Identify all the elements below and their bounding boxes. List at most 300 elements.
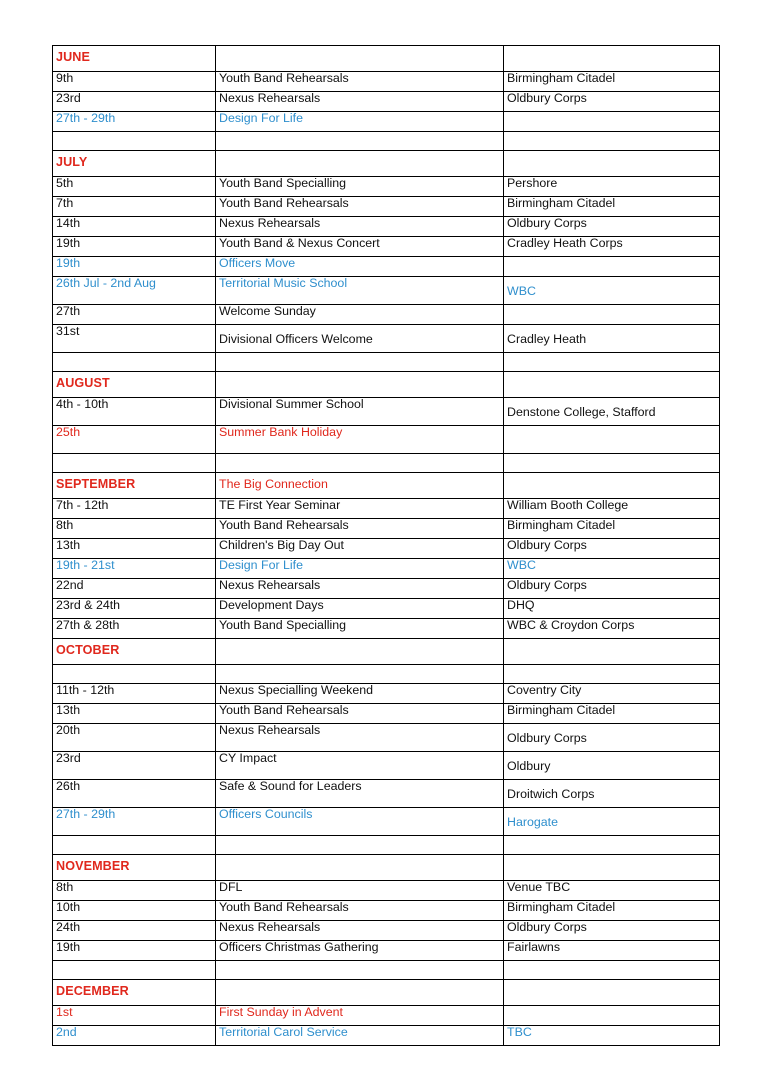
event-cell [216,519,504,539]
event-cell-text: Nexus Rehearsals [219,91,321,105]
date-cell [53,579,216,599]
date-cell-text: 5th [56,176,74,190]
month-header-row [53,639,720,665]
venue-cell [504,151,720,177]
schedule-row [53,684,720,704]
event-cell [216,684,504,704]
date-cell [53,197,216,217]
date-cell [53,684,216,704]
date-cell-text: 24th [56,920,81,934]
venue-cell-text: TBC [507,1025,532,1039]
venue-cell-text: Cradley Heath [507,332,587,346]
date-cell [53,808,216,836]
date-cell [53,325,216,353]
date-cell-text: DECEMBER [56,984,129,998]
venue-cell-text: Harogate [507,815,558,829]
event-cell-text: Nexus Rehearsals [219,216,321,230]
schedule-row [53,1026,720,1046]
venue-cell-text [507,836,716,848]
date-cell-text [56,665,212,677]
venue-cell-text [507,132,716,144]
event-cell-text: Divisional Summer School [219,397,364,411]
date-cell [53,961,216,980]
venue-cell-text [507,112,716,124]
event-cell [216,619,504,639]
schedule-table-body [53,46,720,1046]
date-cell-text [56,353,212,365]
venue-cell-text: Oldbury Corps [507,578,587,592]
date-cell [53,46,216,72]
date-cell-text: AUGUST [56,376,110,390]
event-cell-text: Youth Band Specialling [219,176,346,190]
venue-cell [504,619,720,639]
schedule-row [53,177,720,197]
venue-cell [504,539,720,559]
event-cell-text [219,665,500,677]
schedule-row [53,325,720,353]
venue-cell-text: Oldbury Corps [507,731,587,745]
event-cell [216,639,504,665]
event-cell-text: The Big Connection [219,477,328,491]
venue-cell [504,752,720,780]
event-cell-text: Officers Councils [219,807,313,821]
event-cell [216,132,504,151]
event-cell-text [219,454,500,466]
venue-cell [504,132,720,151]
date-cell [53,619,216,639]
venue-cell-text [507,353,716,365]
date-cell [53,539,216,559]
venue-cell [504,257,720,277]
event-cell [216,724,504,752]
schedule-row [53,808,720,836]
schedule-row [53,277,720,305]
date-cell-text: 27th - 29th [56,807,116,821]
date-cell [53,752,216,780]
event-cell [216,1006,504,1026]
schedule-row [53,112,720,132]
venue-cell-text: DHQ [507,598,535,612]
venue-cell-text [507,665,716,677]
date-cell [53,704,216,724]
venue-cell [504,177,720,197]
venue-cell-text: Birmingham Citadel [507,900,616,914]
date-cell [53,217,216,237]
event-cell-text: Safe & Sound for Leaders [219,779,362,793]
schedule-row [53,217,720,237]
event-cell [216,325,504,353]
month-header-row [53,473,720,499]
date-cell [53,277,216,305]
event-cell-text: Design For Life [219,558,304,572]
venue-cell [504,237,720,257]
date-cell-text: 8th [56,518,74,532]
venue-cell [504,398,720,426]
date-cell [53,353,216,372]
venue-cell-text: Birmingham Citadel [507,71,616,85]
event-cell [216,980,504,1006]
event-cell-text [219,855,500,872]
venue-cell [504,639,720,665]
event-cell-text: Youth Band Rehearsals [219,518,349,532]
date-cell-text: 31st [56,324,80,338]
date-cell-text: NOVEMBER [56,859,130,873]
event-cell-text: Divisional Officers Welcome [219,332,373,346]
venue-cell [504,980,720,1006]
venue-cell-text: Droitwich Corps [507,787,595,801]
month-header-row [53,46,720,72]
date-cell-text: 7th [56,196,74,210]
date-cell [53,305,216,325]
event-cell [216,112,504,132]
venue-cell [504,836,720,855]
venue-cell [504,112,720,132]
venue-cell [504,704,720,724]
date-cell-text: 1st [56,1005,73,1019]
date-cell [53,639,216,665]
venue-cell-text: Pershore [507,176,558,190]
date-cell-text: 4th - 10th [56,397,109,411]
venue-cell [504,519,720,539]
date-cell [53,855,216,881]
venue-cell-text [507,372,716,389]
event-cell-text [219,836,500,848]
date-cell [53,881,216,901]
date-cell [53,836,216,855]
date-cell-text: 7th - 12th [56,498,109,512]
event-cell-text: First Sunday in Advent [219,1005,343,1019]
event-cell-text: DFL [219,880,243,894]
venue-cell [504,921,720,941]
venue-cell [504,559,720,579]
venue-cell [504,855,720,881]
venue-cell-text [507,426,716,446]
schedule-row [53,752,720,780]
venue-cell [504,217,720,237]
schedule-row [53,197,720,217]
event-cell-text [219,961,500,973]
event-cell [216,197,504,217]
date-cell [53,599,216,619]
event-cell [216,473,504,499]
date-cell-text: JUNE [56,50,90,64]
venue-cell-text: Oldbury Corps [507,920,587,934]
schedule-row [53,780,720,808]
schedule-row [53,305,720,325]
schedule-row [53,257,720,277]
schedule-row [53,901,720,921]
month-header-row [53,980,720,1006]
event-cell-text: TE First Year Seminar [219,498,341,512]
schedule-row [53,519,720,539]
event-cell [216,901,504,921]
venue-cell [504,72,720,92]
schedule-row [53,579,720,599]
event-cell-text: Nexus Rehearsals [219,920,321,934]
venue-cell-text: Venue TBC [507,880,571,894]
venue-cell-text: WBC & Croydon Corps [507,618,635,632]
date-cell [53,398,216,426]
event-cell [216,961,504,980]
schedule-row [53,398,720,426]
date-cell-text: 19th [56,940,81,954]
date-cell-text: 11th - 12th [56,683,115,697]
venue-cell [504,372,720,398]
schedule-row [53,921,720,941]
event-cell-text: Territorial Carol Service [219,1025,348,1039]
date-cell-text: 9th [56,71,74,85]
month-header-row [53,151,720,177]
venue-cell [504,325,720,353]
date-cell-text: JULY [56,155,88,169]
event-cell-text: Youth Band Rehearsals [219,196,349,210]
venue-cell [504,780,720,808]
event-cell [216,72,504,92]
event-cell-text: Nexus Rehearsals [219,578,321,592]
schedule-row [53,72,720,92]
venue-cell-text [507,1006,716,1018]
date-cell-text: 13th [56,538,81,552]
event-cell-text [219,372,500,389]
date-cell-text [56,454,212,466]
event-cell-text: Youth Band Rehearsals [219,900,349,914]
venue-cell-text: Birmingham Citadel [507,703,616,717]
schedule-row [53,724,720,752]
spacer-row [53,353,720,372]
venue-cell [504,579,720,599]
event-cell [216,1026,504,1046]
date-cell-text: 20th [56,723,81,737]
venue-cell-text [507,151,716,168]
event-cell-text: Youth Band & Nexus Concert [219,236,380,250]
venue-cell [504,353,720,372]
event-cell [216,665,504,684]
date-cell [53,724,216,752]
month-header-row [53,855,720,881]
date-cell-text: 8th [56,880,74,894]
venue-cell [504,808,720,836]
schedule-row [53,704,720,724]
event-cell-text: Nexus Specialling Weekend [219,683,374,697]
date-cell [53,921,216,941]
event-cell-text: Welcome Sunday [219,304,316,318]
date-cell [53,901,216,921]
date-cell [53,132,216,151]
event-cell [216,599,504,619]
date-cell-text: 2nd [56,1025,77,1039]
venue-cell-text: Birmingham Citadel [507,196,616,210]
venue-cell [504,599,720,619]
venue-cell-text: Oldbury Corps [507,91,587,105]
venue-cell-text [507,46,716,63]
schedule-row [53,92,720,112]
venue-cell [504,684,720,704]
venue-cell-text [507,305,716,317]
date-cell-text: SEPTEMBER [56,477,136,491]
event-cell-text: Youth Band Rehearsals [219,71,349,85]
month-header-row [53,372,720,398]
date-cell [53,780,216,808]
venue-cell-text: Birmingham Citadel [507,518,616,532]
event-cell [216,836,504,855]
date-cell-text: 14th [56,216,81,230]
venue-cell-text [507,454,716,466]
event-cell [216,305,504,325]
date-cell-text: 27th & 28th [56,618,120,632]
event-cell-text: Territorial Music School [219,276,348,290]
venue-cell-text: William Booth College [507,498,629,512]
event-cell-text: Development Days [219,598,324,612]
event-cell-text: Summer Bank Holiday [219,425,343,439]
event-cell [216,752,504,780]
spacer-row [53,961,720,980]
schedule-row [53,539,720,559]
event-cell [216,454,504,473]
event-cell [216,92,504,112]
event-cell-text: CY Impact [219,751,277,765]
event-cell-text: Officers Move [219,256,296,270]
spacer-row [53,836,720,855]
date-cell [53,72,216,92]
date-cell-text: 23rd [56,751,81,765]
date-cell-text: 27th - 29th [56,111,116,125]
venue-cell [504,92,720,112]
date-cell [53,473,216,499]
venue-cell [504,46,720,72]
venue-cell [504,1026,720,1046]
venue-cell-text: Denstone College, Stafford [507,405,656,419]
venue-cell-text [507,855,716,872]
venue-cell [504,901,720,921]
venue-cell [504,881,720,901]
date-cell-text: 26th [56,779,81,793]
venue-cell [504,473,720,499]
event-cell-text [219,980,500,997]
date-cell [53,454,216,473]
venue-cell-text: Coventry City [507,683,582,697]
event-cell [216,426,504,454]
event-cell-text: Design For Life [219,111,304,125]
venue-cell [504,665,720,684]
schedule-row [53,619,720,639]
date-cell-text: OCTOBER [56,643,120,657]
date-cell [53,372,216,398]
date-cell-text [56,961,212,973]
event-cell-text [219,132,500,144]
event-cell-text: Youth Band Rehearsals [219,703,349,717]
venue-cell [504,305,720,325]
schedule-row [53,499,720,519]
date-cell [53,980,216,1006]
date-cell [53,1026,216,1046]
venue-cell-text: Oldbury Corps [507,216,587,230]
venue-cell [504,961,720,980]
venue-cell-text: Oldbury [507,759,551,773]
date-cell [53,559,216,579]
event-cell [216,855,504,881]
venue-cell [504,454,720,473]
venue-cell-text [507,961,716,973]
spacer-row [53,132,720,151]
schedule-row [53,941,720,961]
venue-cell-text: Fairlawns [507,940,561,954]
spacer-row [53,454,720,473]
venue-cell-text [507,473,716,490]
venue-cell [504,724,720,752]
venue-cell-text: WBC [507,558,536,572]
event-cell [216,881,504,901]
schedule-row [53,1006,720,1026]
event-cell [216,277,504,305]
venue-cell-text [507,980,716,997]
schedule-row [53,559,720,579]
date-cell [53,92,216,112]
event-cell [216,499,504,519]
event-cell [216,539,504,559]
event-cell [216,372,504,398]
schedule-row [53,237,720,257]
venue-cell-text: WBC [507,284,536,298]
venue-cell [504,277,720,305]
event-cell [216,398,504,426]
event-cell [216,237,504,257]
venue-cell-text: Cradley Heath Corps [507,236,623,250]
date-cell-text: 23rd & 24th [56,598,121,612]
event-cell-text [219,46,500,63]
event-cell [216,941,504,961]
date-cell [53,177,216,197]
date-cell [53,499,216,519]
schedule-row [53,881,720,901]
date-cell [53,665,216,684]
venue-cell-text [507,639,716,656]
date-cell-text: 19th [56,236,81,250]
date-cell-text [56,836,212,848]
date-cell-text: 23rd [56,91,81,105]
event-cell [216,46,504,72]
schedule-row [53,599,720,619]
date-cell [53,112,216,132]
date-cell-text: 26th Jul - 2nd Aug [56,276,156,290]
event-cell [216,579,504,599]
event-cell-text [219,151,500,168]
venue-cell [504,499,720,519]
venue-cell [504,941,720,961]
date-cell [53,1006,216,1026]
event-cell-text: Nexus Rehearsals [219,723,321,737]
date-cell [53,237,216,257]
venue-cell [504,197,720,217]
event-cell-text [219,353,500,365]
event-cell [216,921,504,941]
date-cell [53,151,216,177]
date-cell [53,941,216,961]
event-cell [216,559,504,579]
event-cell [216,808,504,836]
date-cell-text: 10th [56,900,81,914]
date-cell-text: 13th [56,703,81,717]
date-cell [53,519,216,539]
event-cell [216,353,504,372]
event-cell [216,217,504,237]
event-cell-text: Officers Christmas Gathering [219,940,379,954]
date-cell [53,257,216,277]
date-cell-text: 27th [56,304,81,318]
schedule-row [53,426,720,454]
venue-cell-text [507,257,716,269]
schedule-table [52,45,720,1046]
event-cell [216,151,504,177]
